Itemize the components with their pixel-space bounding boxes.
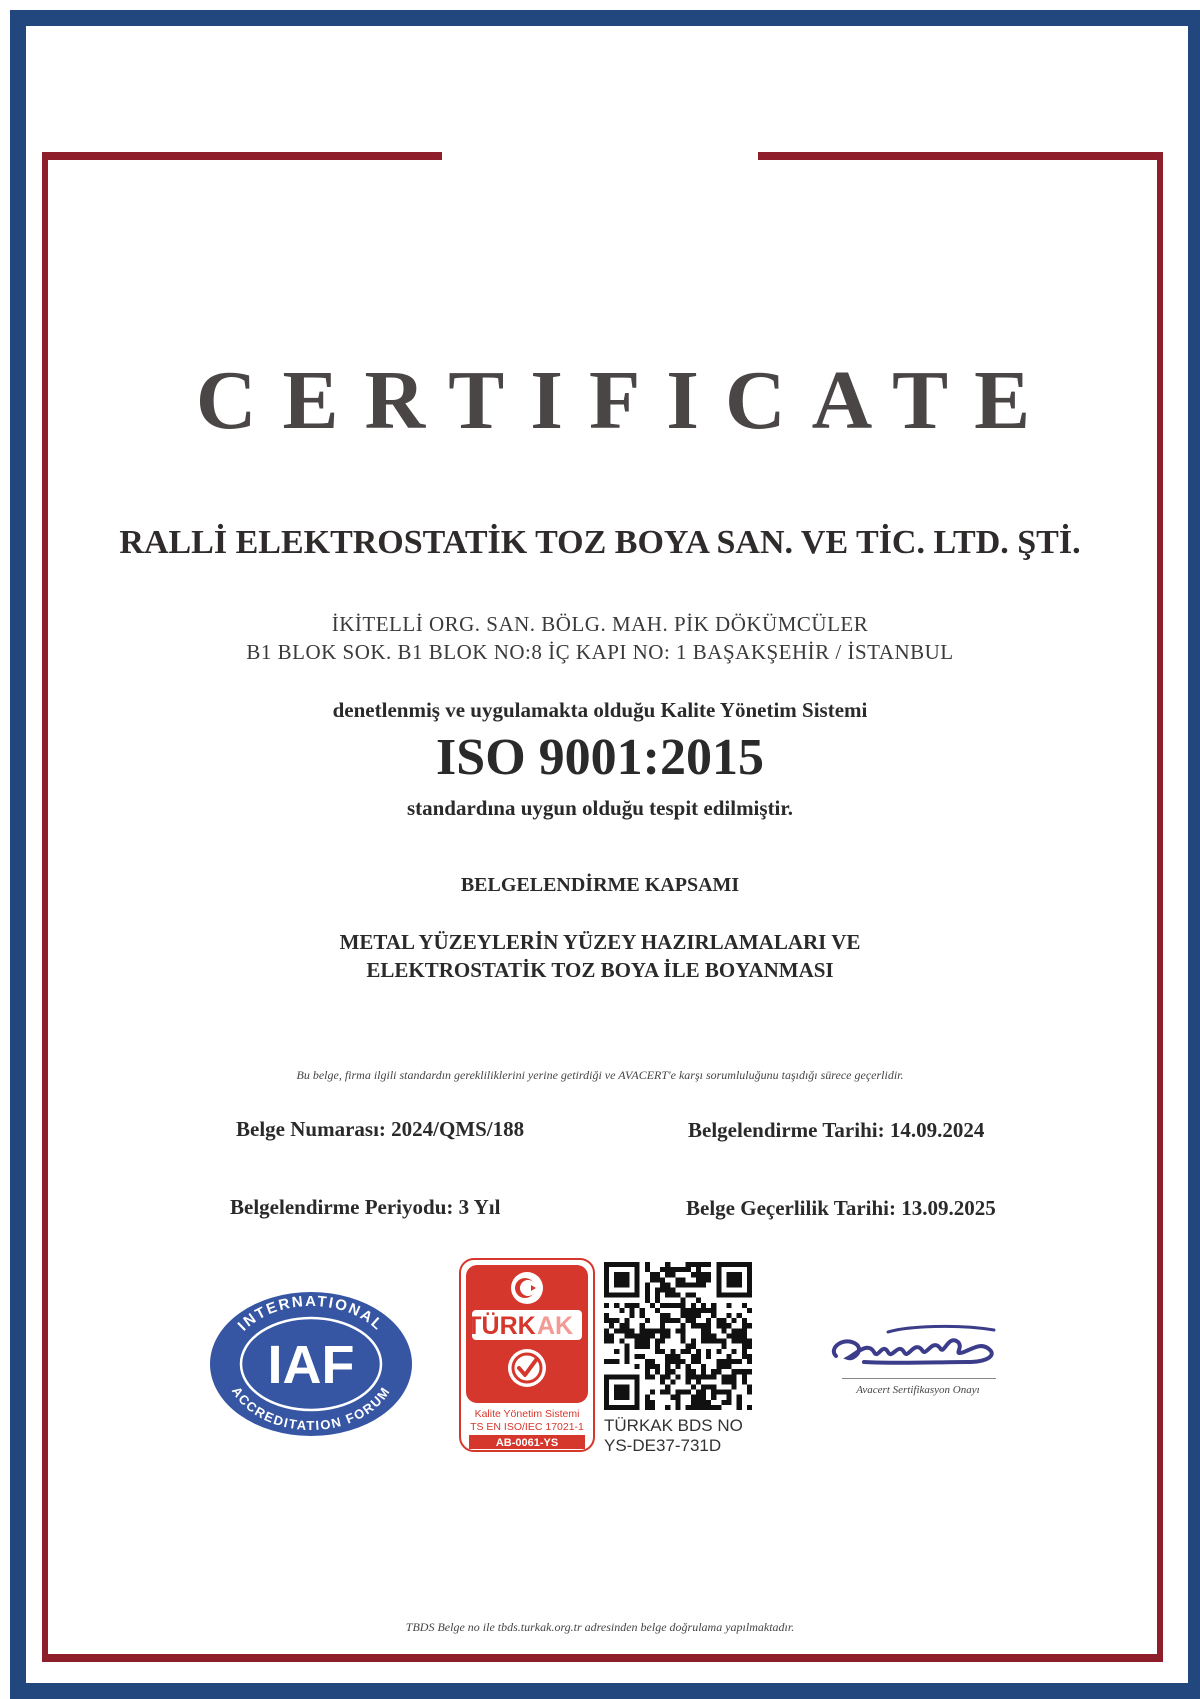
iaf-bottom-text: ACCREDITATION FORUM [228,1383,394,1434]
turkak-line-2: TS EN ISO/IEC 17021-1 [470,1421,584,1433]
statement-intro: denetlenmiş ve uygulamakta olduğu Kalite Yönetim Sistemi [332,698,868,722]
inner-border-top-left [42,152,442,160]
certification-period: Belgelendirme Periyodu: 3 Yıl [230,1195,501,1219]
bds-label: TÜRKAK BDS NO [604,1416,743,1435]
standard-name: ISO 9001:2015 [436,729,764,786]
turkak-logo [459,1258,595,1452]
signature-caption: Avacert Sertifikasyon Onayı [856,1384,980,1396]
inner-border-bottom [42,1654,1163,1662]
validity-disclaimer: Bu belge, firma ilgili standardın gerekliliklerini yerine getirdiği ve AVACERT'e karşı sorumluluğunu taşıdığı sürece geçerlidir. [296,1068,904,1082]
qr-code[interactable] [604,1262,752,1410]
turkak-name-b: AK [536,1312,574,1340]
turkak-code: AB-0061-YS [495,1437,559,1449]
signature-line [842,1378,996,1379]
footer-note: TBDS Belge no ile tbds.turkak.org.tr adresinden belge doğrulama yapılmaktadır. [405,1620,795,1634]
certification-date: Belgelendirme Tarihi: 14.09.2024 [688,1118,985,1142]
checkmark-icon [508,1349,546,1387]
turkish-flag-icon [511,1272,543,1304]
bds-block [604,1416,764,1456]
scope-line-1: METAL YÜZEYLERİN YÜZEY HAZIRLAMALARI VE [339,930,861,954]
address-line-1: İKİTELLİ ORG. SAN. BÖLG. MAH. PİK DÖKÜMCÜLER [331,612,869,636]
scope-line-2: ELEKTROSTATİK TOZ BOYA İLE BOYANMASI [366,958,834,982]
iaf-top-text: INTERNATIONAL [234,1292,388,1335]
validity-date: Belge Geçerlilik Tarihi: 13.09.2025 [686,1196,996,1220]
iaf-logo [208,1290,414,1438]
inner-border-top-right [758,152,1163,160]
turkak-line-1: Kalite Yönetim Sistemi [474,1408,580,1420]
certificate-title: CERTIFICATE [195,354,1057,447]
turkak-name-a: TÜRK [466,1312,536,1340]
company-name: RALLİ ELEKTROSTATİK TOZ BOYA SAN. VE TİC. LTD. ŞTİ. [119,524,1081,561]
certificate-number: Belge Numarası: 2024/QMS/188 [236,1117,525,1141]
bds-number: YS-DE37-731D [604,1436,722,1455]
statement-outro: standardına uygun olduğu tespit edilmiştir. [406,796,794,820]
scope-title: BELGELENDİRME KAPSAMI [460,874,740,896]
iaf-mid-text: IAF [267,1335,355,1395]
signature [818,1312,1018,1382]
address-line-2: B1 BLOK SOK. B1 BLOK NO:8 İÇ KAPI NO: 1 BAŞAKŞEHİR / İSTANBUL [246,640,954,664]
